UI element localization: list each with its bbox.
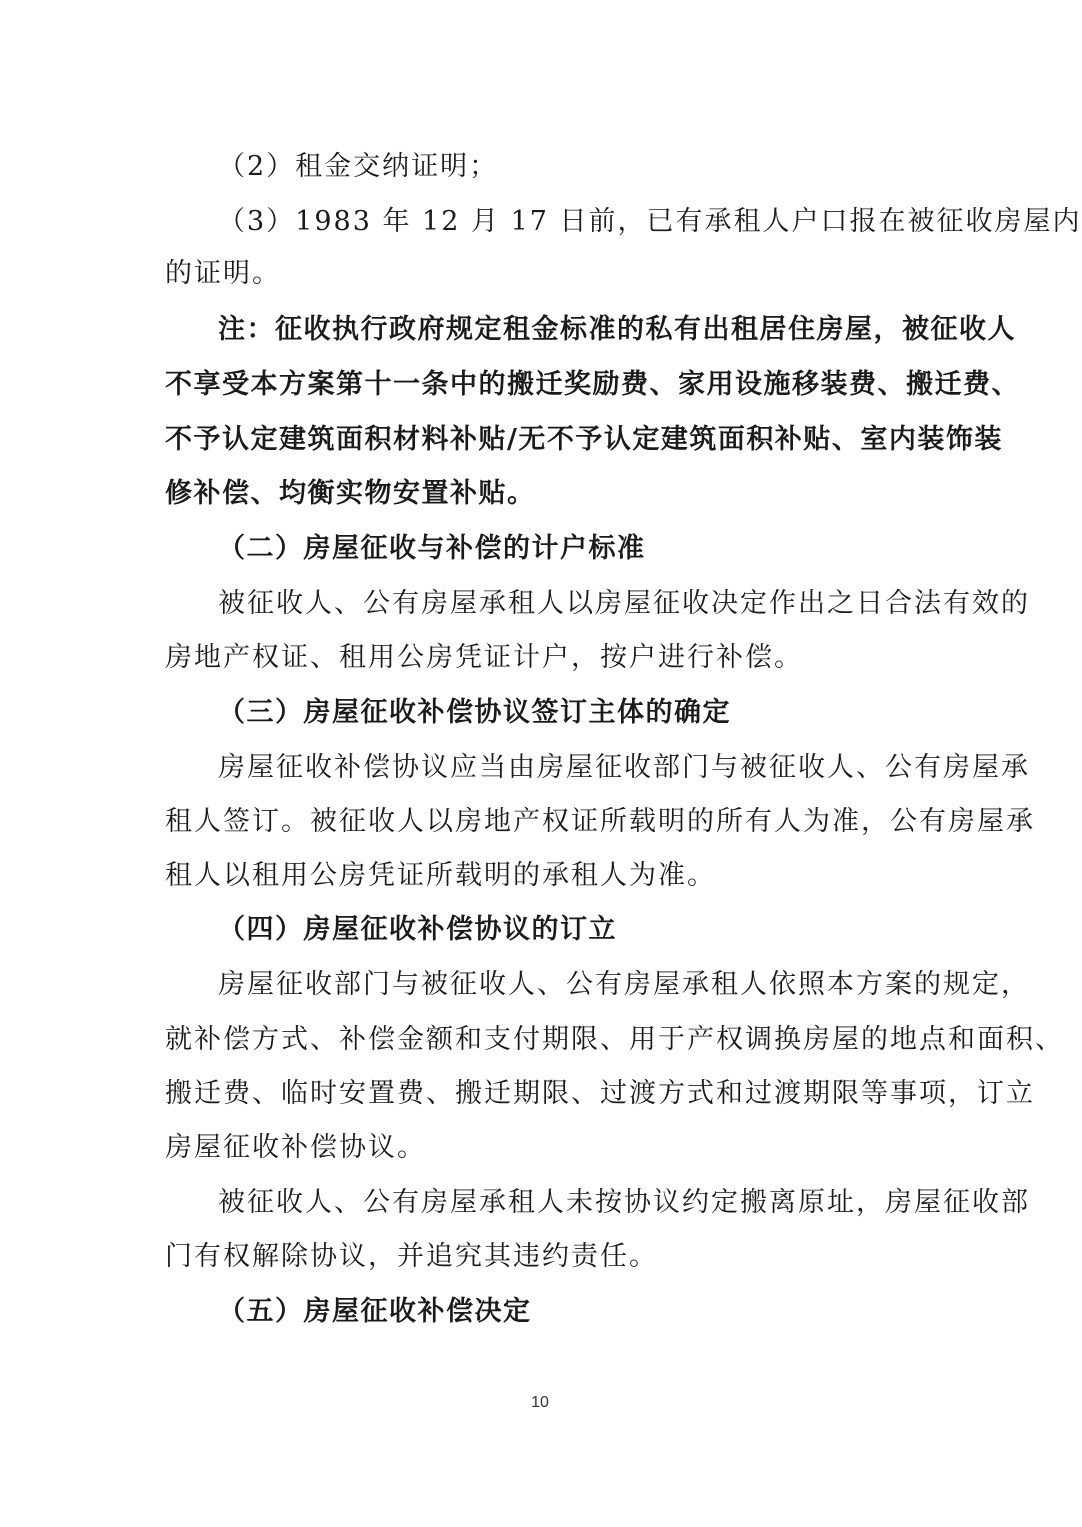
paragraph-3-line-1: 房屋征收补偿协议应当由房屋征收部门与被征收人、公有房屋承 <box>218 752 1030 783</box>
section-heading-3: （三）房屋征收补偿协议签订主体的确定 <box>218 697 731 728</box>
note-line-1: 注：征收执行政府规定租金标准的私有出租居住房屋，被征收人 <box>218 314 1016 345</box>
section-heading-2: （二）房屋征收与补偿的计户标准 <box>218 533 646 564</box>
text-line-rent-proof: （2）租金交纳证明； <box>218 151 499 182</box>
section-heading-5: （五）房屋征收补偿决定 <box>218 1296 532 1327</box>
paragraph-2-line-2: 房地产权证、租用公房凭证计户，按户进行补偿。 <box>165 642 803 673</box>
note-line-2: 不享受本方案第十一条中的搬迁奖励费、家用设施移装费、搬迁费、 <box>165 369 1020 400</box>
paragraph-3-line-3: 租人以租用公房凭证所载明的承租人为准。 <box>165 860 716 891</box>
paragraph-4-line-1: 房屋征收部门与被征收人、公有房屋承租人依照本方案的规定， <box>218 969 1030 1000</box>
paragraph-5-line-2: 门有权解除协议，并追究其违约责任。 <box>165 1241 658 1272</box>
note-line-3: 不予认定建筑面积材料补贴/无不予认定建筑面积补贴、室内装饰装 <box>165 424 1003 455</box>
text-line-household-proof: （3）1983 年 12 月 17 日前，已有承租人户口报在被征收房屋内 <box>218 206 1082 237</box>
text-line-household-proof-cont: 的证明。 <box>165 258 281 289</box>
paragraph-4-line-4: 房屋征收补偿协议。 <box>165 1132 426 1163</box>
section-heading-4: （四）房屋征收补偿协议的订立 <box>218 914 617 945</box>
note-line-4: 修补偿、均衡实物安置补贴。 <box>165 478 536 509</box>
paragraph-3-line-2: 租人签订。被征收人以房地产权证所载明的所有人为准，公有房屋承 <box>165 806 1035 837</box>
paragraph-5-line-1: 被征收人、公有房屋承租人未按协议约定搬离原址，房屋征收部 <box>218 1187 1030 1218</box>
paragraph-2-line-1: 被征收人、公有房屋承租人以房屋征收决定作出之日合法有效的 <box>218 588 1030 619</box>
page-number: 10 <box>531 1394 549 1411</box>
paragraph-4-line-2: 就补偿方式、补偿金额和支付期限、用于产权调换房屋的地点和面积、 <box>165 1024 1064 1055</box>
paragraph-4-line-3: 搬迁费、临时安置费、搬迁期限、过渡方式和过渡期限等事项，订立 <box>165 1078 1035 1109</box>
